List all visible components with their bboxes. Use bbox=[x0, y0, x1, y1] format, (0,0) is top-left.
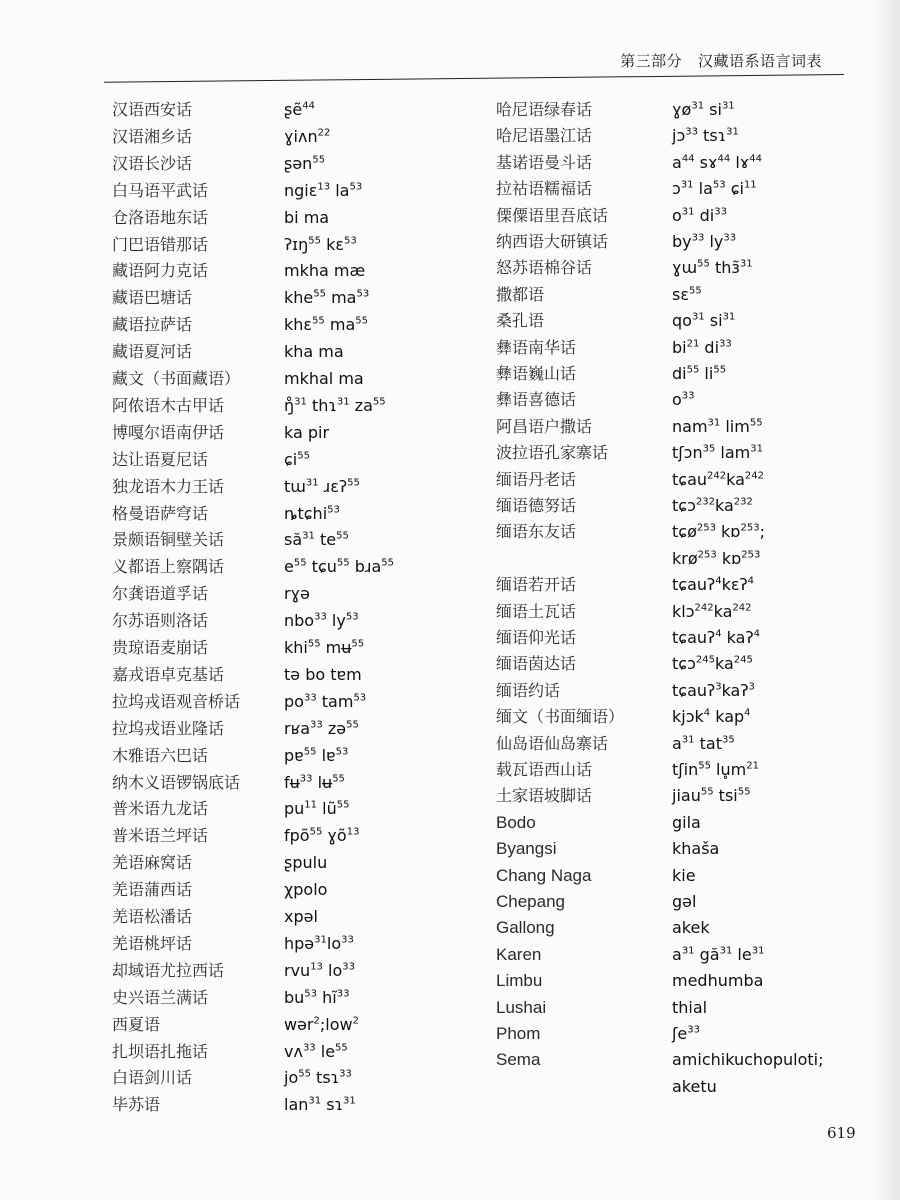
word-form: vʌ$^{33}$ $le^{55}$ bbox=[284, 1041, 348, 1061]
word-form: ɔ$^{31}$ $la^{53}$ ɕi$^{11}$ bbox=[672, 179, 757, 199]
word-form: $klɔ^{242}ka^{242}$ bbox=[672, 601, 752, 621]
word-form: ʂpulu bbox=[284, 853, 328, 873]
word-form: aketu bbox=[672, 1076, 717, 1096]
language-name: Chepang bbox=[496, 892, 566, 911]
language-name: Phom bbox=[496, 1024, 541, 1043]
word-form: fpõ$^{55}$ ɣõ$^{13}$ bbox=[284, 826, 360, 846]
word-form: rɣə bbox=[284, 584, 310, 604]
word-form: khaša bbox=[672, 839, 720, 859]
word-form: ŋ̊$^{31}$ thɿ$^{31}$ $za^{55}$ bbox=[284, 395, 386, 415]
language-name: 缅语土瓦话 bbox=[496, 601, 577, 621]
entry-row bbox=[496, 889, 866, 915]
language-name: 门巴语错那话 bbox=[112, 234, 209, 254]
entry-row bbox=[112, 581, 482, 607]
word-form: $bi^{21}$ $di^{33}$ bbox=[672, 337, 732, 357]
entry-row bbox=[496, 203, 866, 229]
entry-row bbox=[496, 1047, 866, 1073]
word-form: $a^{44}$ sɤ$^{44}$ lɤ$^{44}$ bbox=[672, 152, 763, 172]
language-name: 彝语巍山话 bbox=[496, 364, 577, 383]
entry-row bbox=[496, 836, 866, 862]
language-name: 汉语西安话 bbox=[112, 100, 193, 119]
page-header bbox=[0, 0, 900, 90]
word-form: ʂẽ$^{44}$ bbox=[284, 100, 315, 119]
language-name: Sema bbox=[496, 1050, 541, 1070]
header-title: 汉藏语系语言词表 bbox=[697, 52, 822, 70]
word-form: tɕauʔ$^4$ kaʔ$^4$ bbox=[672, 628, 760, 647]
entry-row bbox=[496, 97, 866, 123]
word-form: thial bbox=[672, 997, 708, 1017]
language-name: 藏语拉萨话 bbox=[112, 315, 193, 335]
entry-row bbox=[112, 904, 482, 930]
word-form: ɕi$^{55}$ bbox=[284, 449, 310, 469]
word-form: amichikuchopuloti; bbox=[672, 1050, 824, 1070]
language-name: 羌语桃坪话 bbox=[112, 933, 193, 953]
language-name: 土家语坡脚话 bbox=[496, 786, 593, 806]
entry-row bbox=[496, 123, 866, 149]
word-form: ngiɛ$^{13}$ $la^{53}$ bbox=[284, 180, 363, 200]
word-form: tə bo tɐm bbox=[284, 664, 362, 684]
language-name: 彝语喜德话 bbox=[496, 390, 577, 410]
entry-row bbox=[496, 150, 866, 176]
entry-row bbox=[496, 678, 866, 704]
entry-row bbox=[496, 1021, 866, 1047]
language-name: 仙岛语仙岛寨话 bbox=[496, 733, 609, 753]
entry-row bbox=[112, 447, 482, 473]
entry-row bbox=[496, 176, 866, 202]
word-form: nbo$^{33}$ $ly^{53}$ bbox=[284, 611, 359, 631]
word-form: $bu^{53}$ $hĩ^{33}$ bbox=[284, 987, 350, 1007]
entry-row bbox=[112, 662, 482, 688]
language-name: 扎坝语扎拖话 bbox=[112, 1041, 209, 1061]
language-name: 仓洛语地东话 bbox=[112, 207, 209, 227]
language-name: 纳木义语锣锅底话 bbox=[112, 772, 241, 792]
entry-row bbox=[496, 995, 866, 1021]
word-form: nam$^{31}$ $\lim^{55}$ bbox=[672, 416, 763, 436]
entry-row bbox=[112, 850, 482, 876]
entry-row bbox=[496, 361, 866, 387]
language-name: 缅语茵达话 bbox=[496, 654, 577, 674]
language-name: 阿昌语户撒话 bbox=[496, 416, 593, 436]
word-form: $o^{31}$ $di^{33}$ bbox=[672, 205, 727, 225]
entry-row bbox=[112, 608, 482, 634]
page-edge-shadow bbox=[870, 0, 900, 1200]
entry-row bbox=[496, 731, 866, 757]
language-name: 尔龚语道孚话 bbox=[112, 584, 209, 604]
language-name: 缅语约话 bbox=[496, 680, 561, 700]
language-name: Karen bbox=[496, 944, 542, 964]
entry-row bbox=[112, 339, 482, 365]
word-form: $să^{31}$ $te^{55}$ bbox=[284, 530, 349, 550]
word-form: gəl bbox=[672, 892, 697, 911]
language-name: 尔苏语则洛话 bbox=[112, 611, 209, 631]
word-form: tɕauʔ$^3$kaʔ$^3$ bbox=[672, 680, 755, 700]
entry-row bbox=[496, 229, 866, 255]
language-name: 怒苏语棉谷话 bbox=[496, 258, 593, 278]
right-column bbox=[496, 97, 866, 1117]
entry-row bbox=[112, 474, 482, 500]
entry-row bbox=[112, 151, 482, 177]
entry-row bbox=[496, 704, 866, 730]
entry-row bbox=[112, 743, 482, 769]
entry-row bbox=[112, 823, 482, 849]
word-form: khe$^{55}$ $ma^{53}$ bbox=[284, 288, 370, 308]
header-rule bbox=[104, 74, 844, 83]
language-name: 博嘎尔语南伊话 bbox=[112, 422, 225, 442]
entry-row bbox=[112, 420, 482, 446]
language-name: 嘉戎语卓克基话 bbox=[112, 664, 225, 684]
word-form: mkha mæ bbox=[284, 261, 366, 281]
language-name: 藏文（书面藏语） bbox=[112, 369, 241, 388]
entry-row bbox=[112, 931, 482, 957]
word-form: bi ma bbox=[284, 207, 330, 227]
word-form: ɣø$^{31}$ $si^{31}$ bbox=[672, 100, 735, 119]
entry-row bbox=[496, 440, 866, 466]
entry-row bbox=[496, 414, 866, 440]
language-name: 波拉语孔家寨话 bbox=[496, 443, 609, 463]
entry-row bbox=[112, 770, 482, 796]
word-form: $qo^{31}$ $si^{31}$ bbox=[672, 311, 736, 331]
language-name: Limbu bbox=[496, 971, 543, 991]
word-form: jɔ$^{33}$ tsɿ$^{31}$ bbox=[672, 126, 739, 146]
entry-row bbox=[496, 863, 866, 889]
word-form: kjɔk$^4$ kap$^4$ bbox=[672, 707, 751, 727]
word-form: tʃɔn$^{35}$ lam$^{31}$ bbox=[672, 443, 763, 463]
language-name: 藏语夏河话 bbox=[112, 342, 193, 362]
language-name: 桑孔语 bbox=[496, 311, 545, 331]
running-header bbox=[620, 50, 822, 71]
language-name: 缅文（书面缅语） bbox=[496, 707, 625, 727]
word-form: $tɕɔ^{245}ka^{245}$ bbox=[672, 654, 753, 674]
entry-row bbox=[112, 716, 482, 742]
word-form: jiau$^{55}$ tsi$^{55}$ bbox=[672, 786, 751, 806]
word-form: ɣɯ$^{55}$ thɜ̃$^{31}$ bbox=[672, 258, 753, 278]
word-form: rʁa$^{33}$ zə$^{55}$ bbox=[284, 718, 359, 738]
entry-row bbox=[112, 178, 482, 204]
entry-row bbox=[112, 689, 482, 715]
language-name: 傈僳语里吾底话 bbox=[496, 205, 609, 225]
language-name: 汉语湘乡话 bbox=[112, 126, 193, 146]
language-name: 缅语东友话 bbox=[496, 522, 577, 542]
word-form: $po^{33}$ tam$^{53}$ bbox=[284, 691, 367, 711]
language-name: 哈尼语绿春话 bbox=[496, 100, 593, 119]
entry-row bbox=[112, 985, 482, 1011]
language-name: 达让语夏尼话 bbox=[112, 449, 209, 469]
entry-row bbox=[112, 97, 482, 123]
entry-row bbox=[496, 810, 866, 836]
language-name: 撒都语 bbox=[496, 284, 545, 304]
entry-row bbox=[112, 501, 482, 527]
language-name: 白马语平武话 bbox=[112, 180, 209, 200]
entry-row bbox=[496, 387, 866, 413]
language-name: 格曼语萨穹话 bbox=[112, 503, 209, 523]
word-form: χpolo bbox=[284, 880, 328, 900]
word-form: mkhal ma bbox=[284, 369, 364, 388]
entry-row bbox=[496, 757, 866, 783]
language-name: 阿侬语木古甲话 bbox=[112, 395, 225, 415]
word-form: lan$^{31}$ sɿ$^{31}$ bbox=[284, 1095, 356, 1115]
word-form: rvu$^{13}$ $lo^{33}$ bbox=[284, 960, 355, 980]
word-form: $hpə^{31}lo^{33}$ bbox=[284, 933, 354, 953]
entry-row bbox=[496, 783, 866, 809]
entry-row bbox=[112, 1039, 482, 1065]
word-form: krø$^{253}$ kɒ$^{253}$ bbox=[672, 548, 761, 568]
entry-row bbox=[496, 599, 866, 625]
entry-row bbox=[496, 968, 866, 994]
entry-row bbox=[496, 625, 866, 651]
entry-row bbox=[112, 312, 482, 338]
language-name: 史兴语兰满话 bbox=[112, 987, 209, 1007]
language-name: 普米语九龙话 bbox=[112, 799, 209, 819]
header-section: 第三部分 bbox=[620, 52, 683, 70]
word-form: ɣiʌn$^{22}$ bbox=[284, 126, 331, 146]
language-name: 缅语仰光话 bbox=[496, 628, 577, 647]
language-name: 汉语长沙话 bbox=[112, 153, 193, 173]
page-number: 619 bbox=[827, 1124, 856, 1142]
language-name: 毕苏语 bbox=[112, 1095, 161, 1115]
entry-row bbox=[496, 651, 866, 677]
entry-row bbox=[112, 877, 482, 903]
word-form: $a^{31}$ tat$^{35}$ bbox=[672, 733, 735, 753]
entry-row bbox=[496, 335, 866, 361]
language-name: 西夏语 bbox=[112, 1014, 161, 1034]
entry-row bbox=[496, 308, 866, 334]
language-name: 哈尼语墨江话 bbox=[496, 126, 593, 146]
entry-row bbox=[496, 519, 866, 545]
language-name: 独龙语木力王话 bbox=[112, 476, 225, 496]
language-name: 白语剑川话 bbox=[112, 1068, 193, 1088]
language-name: 却域语尤拉西话 bbox=[112, 960, 225, 980]
language-name: 缅语若开话 bbox=[496, 575, 577, 595]
word-form: $jo^{55}$ tsɿ$^{33}$ bbox=[284, 1068, 352, 1088]
word-form: tɯ$^{31}$ ɹɛʔ$^{55}$ bbox=[284, 476, 360, 496]
language-name: 羌语蒲西话 bbox=[112, 880, 193, 900]
word-form: $e^{55}$ tɕu$^{55}$ bɹa$^{55}$ bbox=[284, 557, 395, 577]
language-name: Bodo bbox=[496, 812, 536, 832]
word-form: khɛ$^{55}$ $ma^{55}$ bbox=[284, 315, 369, 335]
entry-row bbox=[496, 282, 866, 308]
word-form: fʉ$^{33}$ lʉ$^{55}$ bbox=[284, 772, 345, 792]
word-form: kha ma bbox=[284, 342, 344, 362]
word-form: medhumba bbox=[672, 971, 764, 991]
entry-row bbox=[112, 1012, 482, 1038]
entry-row bbox=[112, 232, 482, 258]
word-form: ʃe$^{33}$ bbox=[672, 1024, 700, 1043]
entry-row bbox=[496, 942, 866, 968]
entry-row bbox=[112, 1065, 482, 1091]
word-form: $pu^{11}$ $lũ^{55}$ bbox=[284, 799, 350, 819]
language-name: 彝语南华话 bbox=[496, 337, 577, 357]
word-form: gila bbox=[672, 812, 701, 832]
entry-row bbox=[112, 205, 482, 231]
word-form: tɕauʔ$^4$kɛʔ$^4$ bbox=[672, 575, 755, 595]
word-form: $tɕɔ^{232}ka^{232}$ bbox=[672, 496, 753, 515]
entry-row bbox=[496, 572, 866, 598]
language-name: 普米语兰坪话 bbox=[112, 826, 209, 846]
language-name: 拉坞戎语观音桥话 bbox=[112, 691, 241, 711]
language-name: Chang Naga bbox=[496, 865, 592, 885]
language-name: 藏语巴塘话 bbox=[112, 288, 193, 308]
entry-row bbox=[112, 796, 482, 822]
entry-row bbox=[112, 958, 482, 984]
entry-row bbox=[112, 366, 482, 392]
entry-row bbox=[496, 255, 866, 281]
language-name: 景颇语铜壁关话 bbox=[112, 530, 225, 550]
entry-row bbox=[496, 915, 866, 941]
word-form: $tɕau^{242}ka^{242}$ bbox=[672, 469, 764, 489]
entry-row bbox=[112, 393, 482, 419]
entry-row bbox=[496, 467, 866, 493]
word-form: kie bbox=[672, 865, 696, 885]
language-name: 木雅语六巴话 bbox=[112, 745, 209, 765]
language-name: 纳西语大研镇话 bbox=[496, 232, 609, 251]
left-column bbox=[112, 97, 482, 1117]
entry-row bbox=[112, 554, 482, 580]
language-name: Gallong bbox=[496, 918, 555, 938]
word-form: akek bbox=[672, 918, 710, 938]
entry-row bbox=[496, 493, 866, 519]
word-form: ʂən$^{55}$ bbox=[284, 153, 326, 173]
word-form: xpəl bbox=[284, 907, 318, 926]
word-form: ʔɪŋ$^{55}$ kɛ$^{53}$ bbox=[284, 234, 357, 254]
entry-row bbox=[496, 546, 866, 572]
entry-row bbox=[496, 1074, 866, 1100]
word-form: $a^{31}$ $gă^{31}$ $le^{31}$ bbox=[672, 944, 765, 964]
language-name: 缅语丹老话 bbox=[496, 469, 577, 489]
language-name: 拉祜语糯福话 bbox=[496, 179, 593, 199]
entry-row bbox=[112, 258, 482, 284]
language-name: 藏语阿力克话 bbox=[112, 261, 209, 281]
language-name: 贵琼语麦崩话 bbox=[112, 638, 209, 657]
entry-row bbox=[112, 124, 482, 150]
entry-row bbox=[112, 285, 482, 311]
word-form: sɛ$^{55}$ bbox=[672, 284, 702, 304]
language-name: 义都语上察隅话 bbox=[112, 557, 225, 577]
word-form: tʃin$^{55}$ $lu̥m^{21}$ bbox=[672, 760, 759, 779]
language-name: 基诺语曼斗话 bbox=[496, 152, 593, 172]
word-form: $o^{33}$ bbox=[672, 390, 695, 410]
entry-row bbox=[112, 527, 482, 553]
language-name: 拉坞戎语业隆话 bbox=[112, 718, 225, 738]
language-name: 载瓦语西山话 bbox=[496, 760, 593, 779]
word-form: pɐ$^{55}$ lɐ$^{53}$ bbox=[284, 745, 349, 765]
language-name: 羌语松潘话 bbox=[112, 907, 193, 926]
word-form: wər$^2$;low$^2$ bbox=[284, 1014, 359, 1034]
entry-row bbox=[112, 635, 482, 661]
word-form: $by^{33}$ $ly^{33}$ bbox=[672, 232, 737, 251]
language-name: 羌语麻窝话 bbox=[112, 853, 193, 873]
word-form: $di^{55}$ $li^{55}$ bbox=[672, 364, 727, 383]
word-form: ȵtɕhi$^{53}$ bbox=[284, 503, 340, 523]
word-form: ka pir bbox=[284, 422, 330, 442]
word-form: tɕø$^{253}$ kɒ$^{253}$; bbox=[672, 522, 765, 542]
language-name: 缅语德努话 bbox=[496, 496, 577, 515]
word-form: khi$^{55}$ mʉ$^{55}$ bbox=[284, 638, 365, 657]
language-name: Lushai bbox=[496, 997, 547, 1017]
language-name: Byangsi bbox=[496, 839, 557, 859]
entry-row bbox=[112, 1092, 482, 1118]
